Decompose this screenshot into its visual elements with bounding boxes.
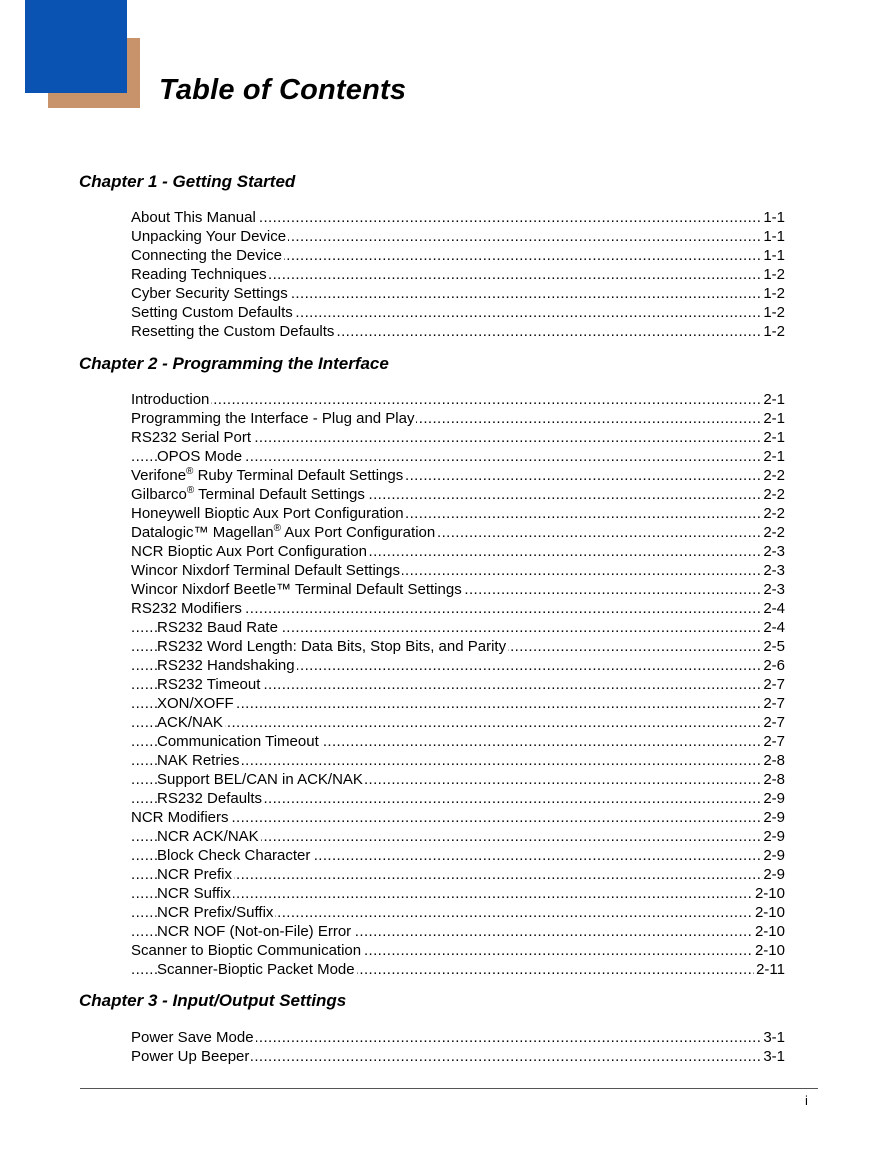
toc-entry-page: 2-2: [763, 467, 785, 484]
toc-entry-page: 2-9: [763, 828, 785, 845]
toc-entry[interactable]: [131, 903, 785, 922]
toc-entry-page: 2-9: [763, 866, 785, 883]
toc-entry[interactable]: [131, 523, 785, 542]
toc-entry-label: Block Check Character: [157, 847, 311, 864]
toc-entry-label: Scanner to Bioptic Communication: [131, 942, 362, 959]
toc-entry-label: ACK/NAK: [157, 714, 223, 731]
toc-entry-page: 2-5: [763, 638, 785, 655]
toc-entry-page: 2-9: [763, 847, 785, 864]
toc-entry[interactable]: [131, 561, 785, 580]
toc-entry[interactable]: [131, 504, 785, 523]
toc-entry-label: About This Manual: [131, 209, 256, 226]
toc-entry-label: Programming the Interface - Plug and Play: [131, 410, 415, 427]
toc-list-chapter-1: [131, 208, 785, 341]
toc-entry-label: NCR Prefix: [157, 866, 233, 883]
toc-entry-page: 2-4: [763, 600, 785, 617]
toc-entry-page: 1-2: [763, 323, 785, 340]
toc-entry-label: RS232 Serial Port: [131, 429, 252, 446]
toc-entry-page: 3-1: [763, 1029, 785, 1046]
toc-entry[interactable]: [131, 303, 785, 322]
toc-entry-label: NCR Bioptic Aux Port Configuration: [131, 543, 367, 560]
toc-entry-page: 2-11: [756, 961, 785, 978]
toc-entry-label: RS232 Handshaking: [157, 657, 295, 674]
toc-entry[interactable]: [131, 827, 785, 846]
toc-entry-page: 2-7: [763, 676, 785, 693]
toc-entry-label: Wincor Nixdorf Beetle™ Terminal Default Settings: [131, 581, 462, 598]
toc-list-chapter-2: [131, 390, 785, 979]
toc-entry-page: 2-10: [754, 942, 785, 959]
toc-entry-page: 2-9: [763, 790, 785, 807]
toc-entry-label: Connecting the Device: [131, 247, 282, 264]
toc-entry-label: Verifone® Ruby Terminal Default Settings: [131, 466, 404, 484]
corner-accent-blue: [25, 0, 127, 93]
toc-entry[interactable]: [131, 675, 785, 694]
toc-entry-label: Reading Techniques: [131, 266, 267, 283]
toc-entry-label: NAK Retries: [157, 752, 240, 769]
toc-entry[interactable]: [131, 428, 785, 447]
toc-entry-page: 2-3: [763, 562, 785, 579]
toc-entry[interactable]: [131, 770, 785, 789]
toc-entry[interactable]: [131, 599, 785, 618]
toc-entry[interactable]: [131, 227, 785, 246]
footer-divider: [80, 1088, 818, 1089]
toc-entry[interactable]: [131, 265, 785, 284]
toc-entry-label: Setting Custom Defaults: [131, 304, 293, 321]
chapter-heading: Chapter 2 - Programming the Interface: [79, 354, 389, 373]
toc-entry-label: NCR Modifiers: [131, 809, 229, 826]
toc-entry-label: Datalogic™ Magellan® Aux Port Configuration: [131, 523, 436, 541]
toc-entry-page: 2-8: [763, 752, 785, 769]
toc-entry[interactable]: [131, 246, 785, 265]
toc-entry-label: Resetting the Custom Defaults: [131, 323, 335, 340]
toc-entry-label: RS232 Modifiers: [131, 600, 242, 617]
toc-entry-page: 2-4: [763, 619, 785, 636]
toc-entry-label: NCR Suffix: [157, 885, 231, 902]
toc-entry[interactable]: [131, 865, 785, 884]
toc-entry-label: RS232 Baud Rate: [157, 619, 278, 636]
toc-entry[interactable]: [131, 542, 785, 561]
toc-entry-page: 1-2: [763, 304, 785, 321]
chapter-heading: Chapter 3 - Input/Output Settings: [79, 991, 347, 1010]
toc-entry-label: Support BEL/CAN in ACK/NAK: [157, 771, 363, 788]
toc-entry-label: NCR NOF (Not-on-File) Error: [157, 923, 352, 940]
toc-entry[interactable]: [131, 390, 785, 409]
toc-entry[interactable]: [131, 466, 785, 485]
toc-entry[interactable]: [131, 789, 785, 808]
toc-entry[interactable]: [131, 808, 785, 827]
toc-entry-label: Cyber Security Settings: [131, 285, 288, 302]
toc-entry-page: 2-2: [763, 505, 785, 522]
toc-entry-page: 1-2: [763, 285, 785, 302]
toc-entry-page: 2-10: [754, 923, 785, 940]
toc-entry[interactable]: [131, 485, 785, 504]
toc-entry-label: Power Up Beeper: [131, 1048, 250, 1065]
toc-entry-page: 1-1: [763, 209, 785, 226]
toc-entry-label: RS232 Defaults: [157, 790, 263, 807]
toc-entry[interactable]: [131, 846, 785, 865]
toc-entry-page: 1-1: [763, 228, 785, 245]
page-title: Table of Contents: [159, 74, 407, 106]
toc-entry-page: 2-10: [754, 885, 785, 902]
toc-entry-page: 2-10: [754, 904, 785, 921]
toc-entry[interactable]: [131, 656, 785, 675]
toc-entry-label: NCR ACK/NAK: [157, 828, 259, 845]
toc-entry-page: 1-1: [763, 247, 785, 264]
toc-entry-label: Gilbarco® Terminal Default Settings: [131, 485, 365, 503]
toc-entry-page: 2-3: [763, 543, 785, 560]
toc-entry[interactable]: [131, 637, 785, 656]
toc-entry-page: 2-6: [763, 657, 785, 674]
toc-entry[interactable]: [131, 922, 785, 941]
toc-entry-label: Honeywell Bioptic Aux Port Configuration: [131, 505, 404, 522]
toc-entry[interactable]: [131, 713, 785, 732]
toc-entry-page: 2-3: [763, 581, 785, 598]
chapter-heading: Chapter 1 - Getting Started: [79, 172, 296, 191]
toc-entry[interactable]: [131, 618, 785, 637]
toc-entry[interactable]: [131, 960, 785, 979]
toc-entry-page: 2-9: [763, 809, 785, 826]
toc-entry-page: 2-1: [763, 429, 785, 446]
toc-entry[interactable]: [131, 447, 785, 466]
toc-entry[interactable]: [131, 732, 785, 751]
toc-entry-label: RS232 Timeout: [157, 676, 261, 693]
toc-entry[interactable]: [131, 322, 785, 341]
toc-entry[interactable]: [131, 208, 785, 227]
toc-entry-label: NCR Prefix/Suffix: [157, 904, 274, 921]
toc-entry[interactable]: [131, 284, 785, 303]
toc-entry-label: Scanner-Bioptic Packet Mode: [157, 961, 355, 978]
toc-entry-label: Wincor Nixdorf Terminal Default Settings: [131, 562, 400, 579]
toc-entry-label: RS232 Word Length: Data Bits, Stop Bits, and Parity: [157, 638, 507, 655]
toc-entry[interactable]: [131, 751, 785, 770]
toc-entry-label: Communication Timeout: [157, 733, 319, 750]
toc-entry-label: Power Save Mode: [131, 1029, 254, 1046]
page-number: i: [805, 1093, 808, 1108]
toc-entry[interactable]: [131, 1047, 785, 1066]
toc-entry-page: 2-7: [763, 695, 785, 712]
toc-entry-label: Introduction: [131, 391, 210, 408]
toc-entry[interactable]: [131, 941, 785, 960]
toc-entry-page: 1-2: [763, 266, 785, 283]
toc-entry[interactable]: [131, 1028, 785, 1047]
toc-entry-page: 3-1: [763, 1048, 785, 1065]
toc-entry-page: 2-8: [763, 771, 785, 788]
toc-entry-page: 2-7: [763, 733, 785, 750]
toc-entry[interactable]: [131, 580, 785, 599]
toc-entry-page: 2-1: [763, 391, 785, 408]
toc-list-chapter-3: [131, 1028, 785, 1066]
toc-entry-page: 2-2: [763, 486, 785, 503]
toc-entry[interactable]: [131, 694, 785, 713]
toc-entry-page: 2-7: [763, 714, 785, 731]
toc-entry-page: 2-1: [763, 410, 785, 427]
toc-entry-label: Unpacking Your Device: [131, 228, 287, 245]
toc-entry-label: OPOS Mode: [157, 448, 243, 465]
toc-entry-page: 2-2: [763, 524, 785, 541]
toc-entry-label: XON/XOFF: [157, 695, 234, 712]
toc-entry[interactable]: [131, 409, 785, 428]
toc-entry[interactable]: [131, 884, 785, 903]
toc-entry-page: 2-1: [763, 448, 785, 465]
